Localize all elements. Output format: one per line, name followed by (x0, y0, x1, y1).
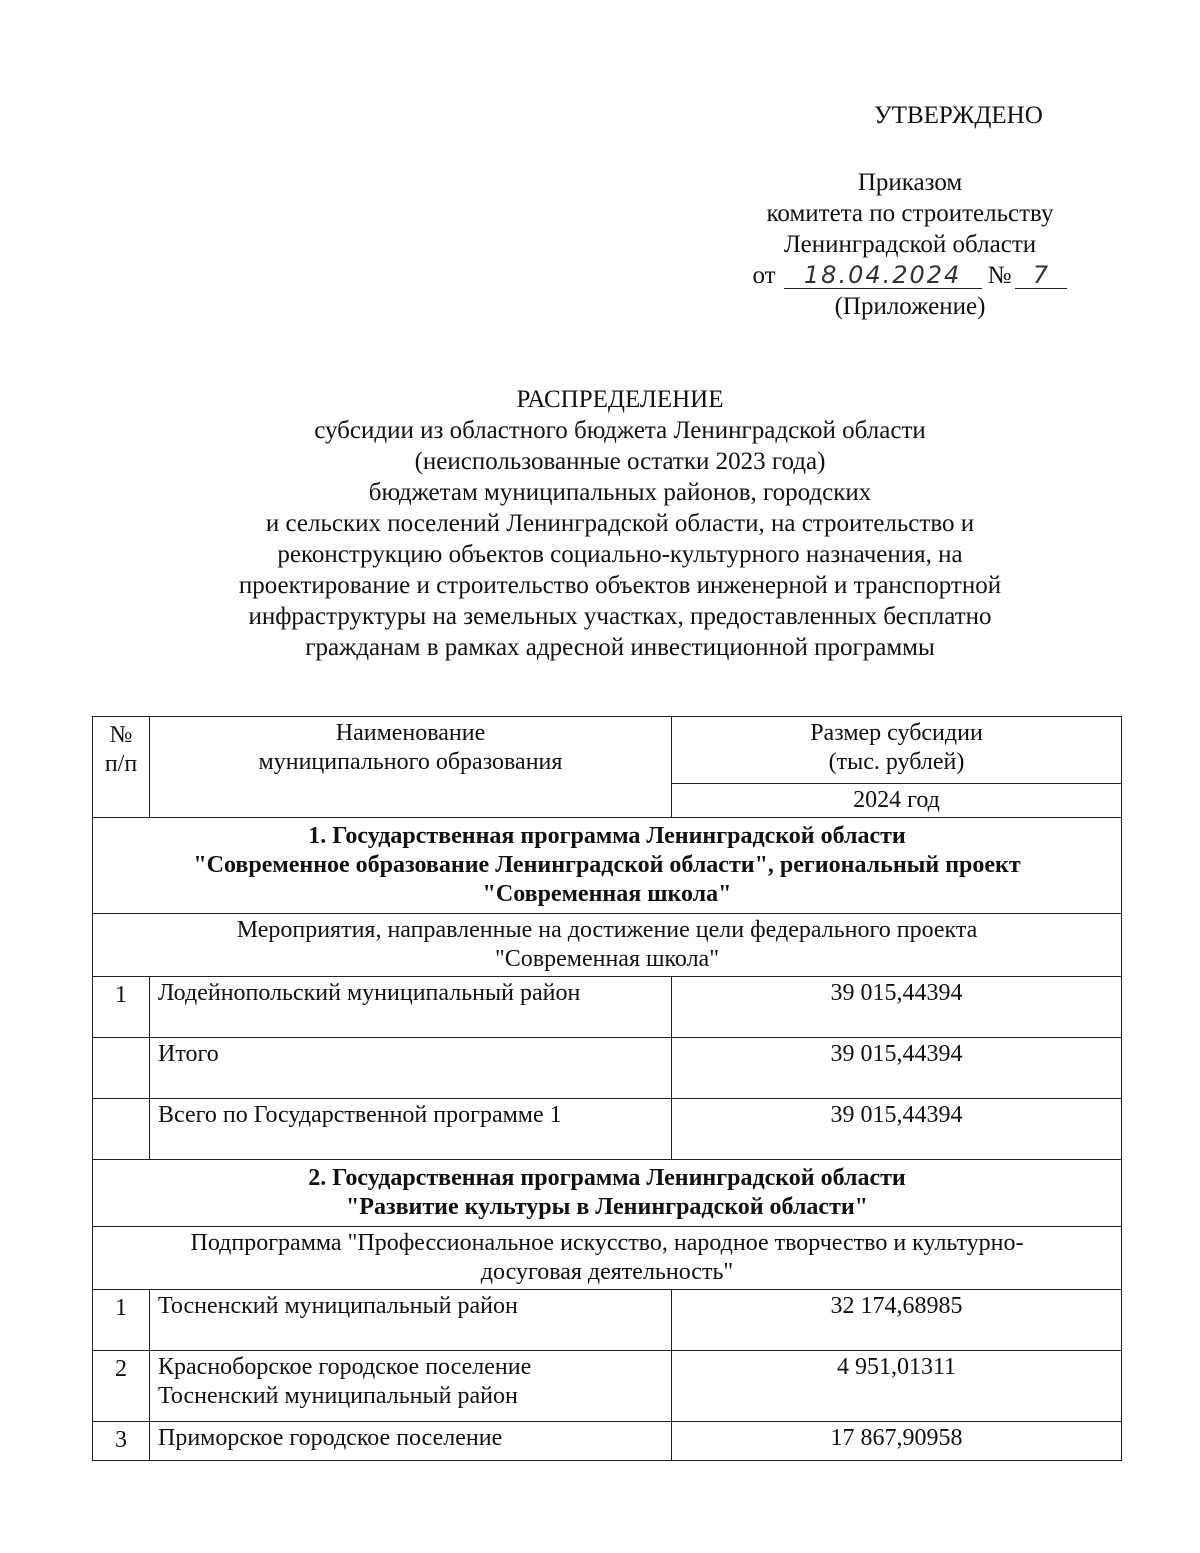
subtitle-line: проектирование и строительство объектов инженерной и транспортной (238, 572, 1002, 599)
row-amount: 39 015,44394 (672, 1038, 1122, 1099)
row-num: 2 (93, 1351, 150, 1422)
approval-line-3: Ленинградской области (783, 231, 1037, 258)
row-num: 1 (93, 1290, 150, 1351)
subtitle-line: субсидии из областного бюджета Ленинградской области (314, 417, 926, 444)
table-header-row (93, 717, 1122, 784)
subtitle-line: и сельских поселений Ленинградской области, на строительство и (265, 510, 975, 537)
number-label: № (987, 262, 1012, 289)
section-1-title: 1. Государственная программа Ленинградской области "Современное образование Ленинградской области", региональный проект "Современная школа" (93, 818, 1122, 914)
row-num (93, 1038, 150, 1099)
section-2-subtitle: Подпрограмма "Профессиональное искусство, народное творчество и культурно- досуговая деятельность" (93, 1227, 1122, 1290)
row-num (93, 1099, 150, 1160)
row-name: Красноборское городское поселение Тосненский муниципальный район (150, 1351, 672, 1422)
row-amount: 4 951,01311 (672, 1351, 1122, 1422)
handwritten-number: 7 (1015, 262, 1067, 289)
section-subtitle-row (93, 1227, 1122, 1290)
table-row (93, 1290, 1122, 1351)
table-row (93, 1422, 1122, 1461)
subtitle-line: гражданам в рамках адресной инвестиционной программы (305, 634, 935, 661)
subtitle-line: реконструкцию объектов социально-культурного назначения, на (277, 541, 963, 568)
subsidy-table (92, 716, 1122, 1461)
header-year: 2024 год (672, 784, 1122, 818)
header-amount: Размер субсидии (тыс. рублей) (672, 717, 1122, 784)
subtitle-line: инфраструктуры на земельных участках, предоставленных бесплатно (248, 603, 992, 630)
header-name: Наименование муниципального образования (150, 717, 672, 818)
table-row (93, 1099, 1122, 1160)
document-title-block (140, 384, 1100, 663)
approval-line-1: Приказом (857, 169, 963, 196)
header-num: № п/п (93, 717, 150, 818)
row-name: Всего по Государственной программе 1 (150, 1099, 672, 1160)
row-name: Приморское городское поселение (150, 1422, 672, 1461)
section-title-row (93, 818, 1122, 914)
from-label: от (752, 262, 776, 289)
order-date-number-line (700, 260, 1120, 291)
row-amount: 39 015,44394 (672, 977, 1122, 1038)
row-amount: 32 174,68985 (672, 1290, 1122, 1351)
subtitle-line: бюджетам муниципальных районов, городских (368, 479, 872, 506)
table-row (93, 977, 1122, 1038)
section-subtitle-row (93, 914, 1122, 977)
row-amount: 17 867,90958 (672, 1422, 1122, 1461)
row-amount: 39 015,44394 (672, 1099, 1122, 1160)
table-row (93, 1038, 1122, 1099)
section-1-subtitle: Мероприятия, направленные на достижение цели федерального проекта "Современная школа" (93, 914, 1122, 977)
row-name: Тосненский муниципальный район (150, 1290, 672, 1351)
table-row (93, 1351, 1122, 1422)
handwritten-date: 18.04.2024 (784, 262, 982, 289)
approval-block (700, 100, 1120, 322)
row-num: 3 (93, 1422, 150, 1461)
row-num: 1 (93, 977, 150, 1038)
document-title: РАСПРЕДЕЛЕНИЕ (516, 386, 724, 413)
subtitle-line: (неиспользованные остатки 2023 года) (414, 448, 826, 475)
row-name: Итого (150, 1038, 672, 1099)
approval-line-2: комитета по строительству (766, 200, 1054, 227)
section-title-row (93, 1160, 1122, 1227)
approval-stamp: УТВЕРЖДЕНО (874, 102, 1043, 129)
row-name: Лодейнопольский муниципальный район (150, 977, 672, 1038)
section-2-title: 2. Государственная программа Ленинградской области "Развитие культуры в Ленинградской области" (93, 1160, 1122, 1227)
appendix-label: (Приложение) (834, 293, 986, 320)
